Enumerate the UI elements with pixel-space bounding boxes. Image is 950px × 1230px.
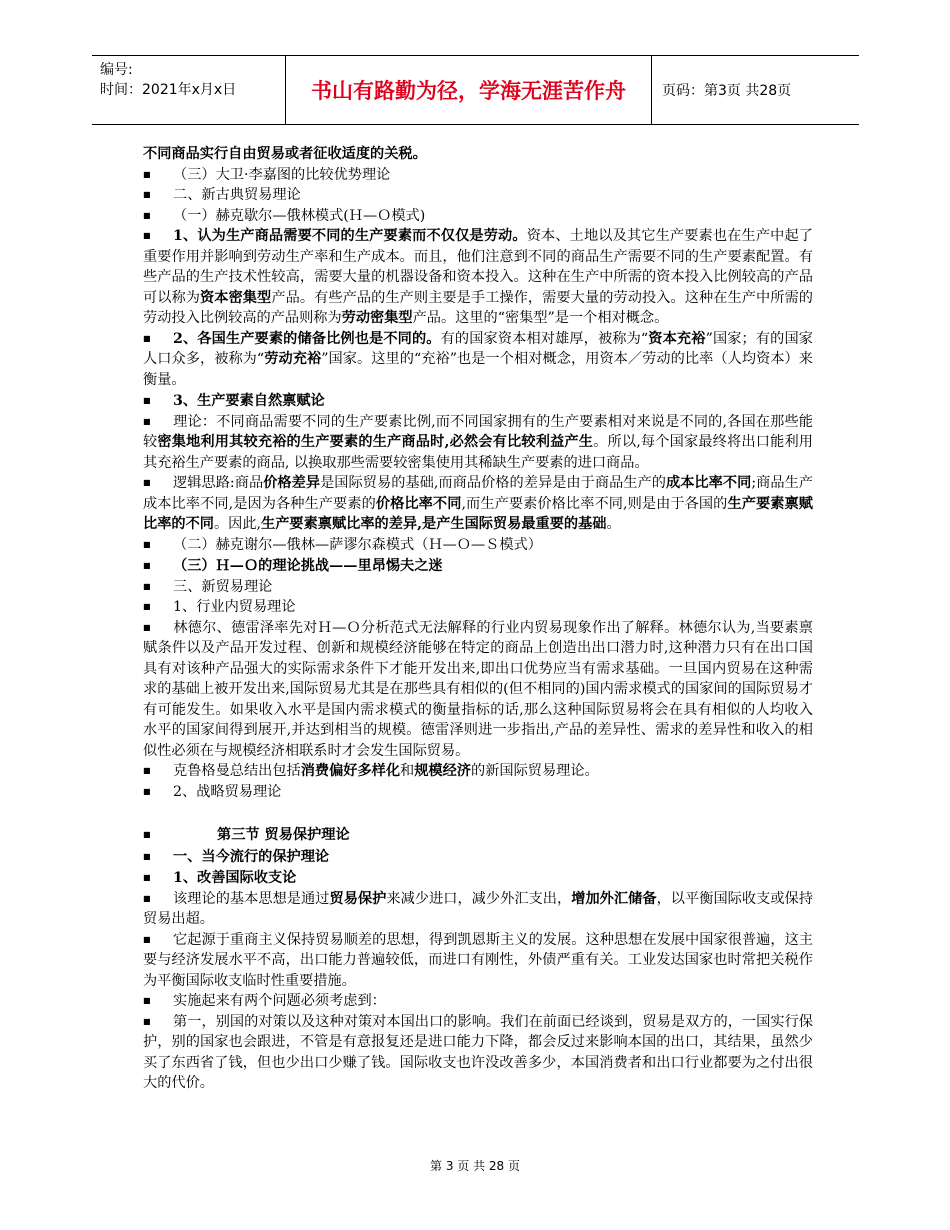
- bullet-paragraph: ■ 逻辑思路:商品价格差异是国际贸易的基础,而商品价格的差异是由于商品生产的成本比率不同;商品生产成本比率不同,是因为各种生产要素的价格比率不同,而生产要素价格比率不同,则是由于各国的生产要素禀赋比率的不同。因此,生产要素禀赋比率的差异,是产生国际贸易最重要的基础。: [143, 473, 813, 535]
- bullet-paragraph: ■ 它起源于重商主义保持贸易顺差的思想，得到凯恩斯主义的发展。这种思想在发展中国家很普遍，这主要与经济发展水平不高，出口能力普遍较低，而进口有刚性，外债严重有关。工业发达国家也时常把关税作为平衡国际收支临时性重要措施。: [143, 930, 813, 992]
- bullet-paragraph: ■ 理论：不同商品需要不同的生产要素比例,而不同国家拥有的生产要素相对来说是不同的,各国在那些能较密集地利用其较充裕的生产要素的生产商品时,必然会有比较利益产生。所以,每个国家最终将出口能利用其充裕生产要素的商品, 以换取那些需要较密集使用其稀缺生产要素的进口商品。: [143, 412, 813, 474]
- bullet-paragraph: ■ 1、认为生产商品需要不同的生产要素而不仅仅是劳动。资本、土地以及其它生产要素也在生产中起了重要作用并影响到劳动生产率和生产成本。而且，他们注意到不同的商品生产需要不同的生产要素配置。有些产品的生产技术性较高，需要大量的机器设备和资本投入。这种在生产中所需的资本投入比例较高的产品可以称为资本密集型产品。有些产品的生产则主要是手工操作，需要大量的劳动投入。这种在生产中所需的劳动投入比例较高的产品则称为劳动密集型产品。这里的“密集型”是一个相对概念。: [143, 226, 813, 329]
- page-header: [92, 55, 859, 125]
- bullet-heading: ■ 2、战略贸易理论: [143, 782, 813, 803]
- bullet-heading: ■ （三）Ｈ—Ｏ的理论挑战——里昂惕夫之迷: [143, 555, 813, 577]
- header-motto: 书山有路勤为径，学海无涯苦作舟: [286, 56, 652, 124]
- bullet-paragraph: ■ 克鲁格曼总结出包括消费偏好多样化和规模经济的新国际贸易理论。: [143, 761, 813, 782]
- bullet-paragraph: ■ 实施起来有两个问题必须考虑到：: [143, 991, 813, 1012]
- bullet-heading: ■ （三）大卫·李嘉图的比较优势理论: [143, 165, 813, 186]
- bullet-heading: ■ （一）赫克歇尔—俄林模式(Ｈ—Ｏ模式): [143, 206, 813, 227]
- section-title: ■ 第三节 贸易保护理论: [143, 824, 813, 846]
- bullet-heading: ■ 1、行业内贸易理论: [143, 597, 813, 618]
- bullet-heading: ■ 一、当今流行的保护理论: [143, 846, 813, 868]
- bullet-heading: ■ （二）赫克谢尔—俄林—萨谬尔森模式（Ｈ—Ｏ—Ｓ模式）: [143, 535, 813, 556]
- bullet-paragraph: ■ 2、各国生产要素的储备比例也是不同的。有的国家资本相对雄厚，被称为“资本充裕”国家；有的国家人口众多，被称为“劳动充裕”国家。这里的“充裕”也是一个相对概念，用资本／劳动的比率（人均资本）来衡量。: [143, 329, 813, 391]
- spacer: [143, 802, 813, 824]
- document-time: 时间：2021年x月x日: [100, 82, 237, 98]
- page-footer: 第 3 页 共 28 页: [430, 1159, 520, 1173]
- bullet-heading: ■ 三、新贸易理论: [143, 577, 813, 598]
- bullet-heading: ■ 1、改善国际收支论: [143, 867, 813, 889]
- bullet-heading: ■ 3、生产要素自然禀赋论: [143, 390, 813, 412]
- header-meta: [92, 56, 286, 124]
- bullet-paragraph: ■ 该理论的基本思想是通过贸易保护来减少进口，减少外汇支出，增加外汇储备，以平衡国际收支或保持贸易出超。: [143, 889, 813, 930]
- bullet-heading: ■ 二、新古典贸易理论: [143, 185, 813, 206]
- bullet-paragraph: ■ 林德尔、德雷泽率先对Ｈ—Ｏ分析范式无法解释的行业内贸易现象作出了解释。林德尔认为,当要素禀赋条件以及产品开发过程、创新和规模经济能够在特定的商品上创造出出口潜力时,这种潜力只有在出口国具有对该种产品强大的实际需求条件下才能开发出来,即出口优势应当有需求基础。一旦国内贸易在这种需求的基础上被开发出来,国际贸易尤其是在那些具有相似的(但不相同的)国内需求模式的国家间的国际贸易才有可能发生。如果收入水平是国内需求模式的衡量指标的话,那么这种国际贸易将会在具有相似的人均收入水平的国家间得到展开,并达到相当的规模。德雷泽则进一步指出,产品的差异性、需求的差异性和收入的相似性必须在与规模经济相联系时才会发生国际贸易。: [143, 618, 813, 762]
- header-page-info: 页码：第3页 共28页: [662, 83, 792, 99]
- bullet-paragraph: ■ 第一，别国的对策以及这种对策对本国出口的影响。我们在前面已经谈到，贸易是双方的，一国实行保护，别的国家也会跟进，不管是有意报复还是进口能力下降，都会反过来影响本国的出口，其结果，虽然少买了东西省了钱，但也少出口少赚了钱。国际收支也许没改善多少，本国消费者和出口行业都要为之付出很大的代价。: [143, 1012, 813, 1094]
- document-body: [143, 144, 813, 1094]
- document-number-label: 编号:: [100, 62, 133, 78]
- paragraph-continuation: 不同商品实行自由贸易或者征收适度的关税。: [143, 146, 427, 162]
